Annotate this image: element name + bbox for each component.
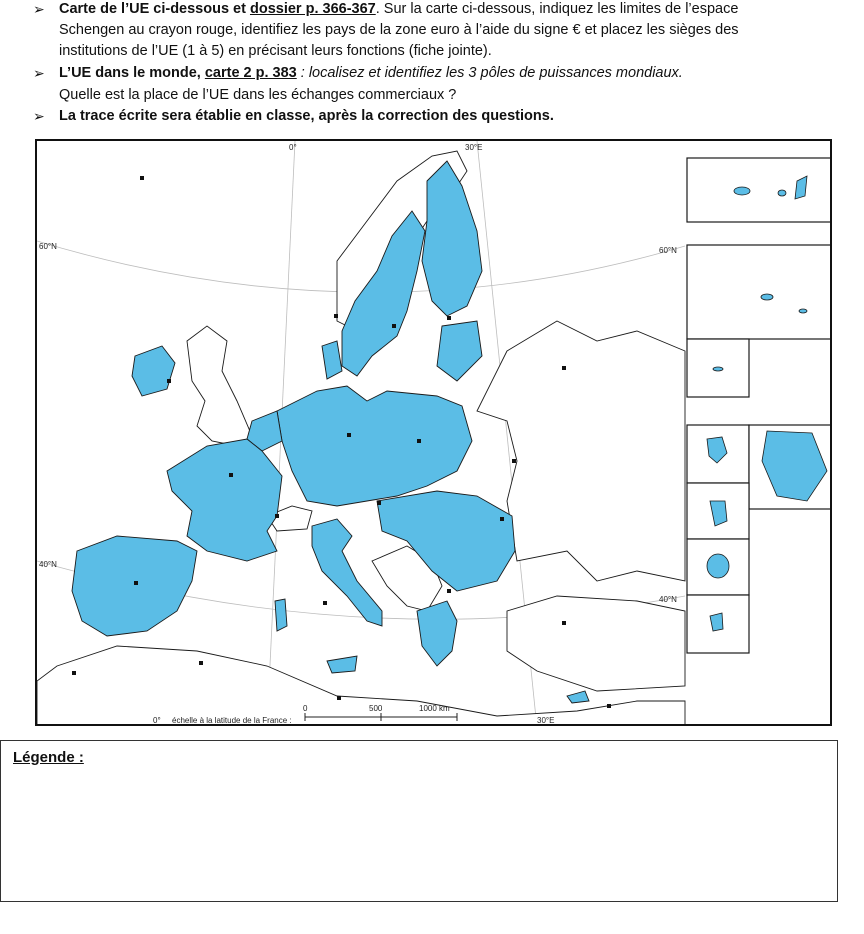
greece-shape — [417, 601, 457, 666]
instruction-2-text: : localisez et identifiez les 3 pôles de puissances mondiaux. — [296, 65, 683, 81]
label-60n-left: 60°N — [39, 242, 57, 251]
scale-zero: 0 — [303, 704, 308, 713]
finland-shape — [422, 161, 482, 316]
inset-box — [687, 158, 831, 222]
scale-500: 500 — [369, 704, 383, 713]
capital-marker — [417, 439, 421, 443]
capital-marker — [229, 473, 233, 477]
capital-marker — [167, 379, 171, 383]
capital-marker — [347, 433, 351, 437]
instruction-2-bold: L’UE dans le monde, — [59, 65, 205, 81]
capital-marker — [134, 581, 138, 585]
capital-marker — [140, 176, 144, 180]
label-0deg-bottom: 0° — [153, 716, 161, 725]
capital-marker — [447, 589, 451, 593]
canary-shape — [761, 294, 773, 300]
cyprus-shape — [567, 691, 589, 703]
capital-marker — [562, 366, 566, 370]
instruction-1-bold: Carte de l’UE ci-dessous et — [59, 1, 250, 17]
italy-shape — [312, 519, 382, 626]
instruction-1-text: . Sur la carte ci-dessous, indiquez les limites de l’espace — [375, 1, 739, 17]
scale-1000: 1000 km — [419, 704, 450, 713]
capital-marker — [377, 501, 381, 505]
arrow-bullet-icon: ➢ — [33, 108, 45, 124]
label-30e-bottom: 30°E — [537, 716, 555, 725]
capital-marker — [275, 514, 279, 518]
capital-marker — [447, 316, 451, 320]
madeira-shape — [713, 367, 723, 371]
instruction-2-line2: Quelle est la place de l’UE dans les échanges commerciaux ? — [59, 87, 457, 103]
arrow-bullet-icon: ➢ — [33, 65, 45, 81]
inset-box — [687, 245, 831, 339]
ireland-shape — [132, 346, 175, 396]
france-shape — [167, 439, 282, 561]
label-0deg-top: 0° — [289, 143, 297, 152]
instruction-1-line3: institutions de l’UE (1 à 5) en précisant leurs fonctions (fiche jointe). — [59, 43, 492, 59]
central-europe-shape — [277, 386, 472, 506]
denmark-shape — [322, 341, 342, 379]
capital-marker — [392, 324, 396, 328]
capital-marker — [334, 314, 338, 318]
insets — [687, 158, 831, 653]
instruction-1-line2: Schengen au crayon rouge, identifiez les pays de la zone euro à l’aide du signe € et placez les sièges des — [59, 22, 739, 38]
island-shape — [778, 190, 786, 196]
label-60n-right: 60°N — [659, 246, 677, 255]
legend-title: Légende : — [13, 749, 84, 766]
capital-marker — [337, 696, 341, 700]
capital-marker — [199, 661, 203, 665]
capital-marker — [323, 601, 327, 605]
legend-box[interactable] — [0, 740, 838, 902]
instruction-2 — [59, 64, 683, 82]
sicily-shape — [327, 656, 357, 673]
iberia-shape — [72, 536, 197, 636]
instruction-1-ref: dossier p. 366-367 — [249, 1, 376, 17]
sardinia-shape — [275, 599, 287, 631]
eu-map-svg — [37, 141, 832, 726]
island-shape — [799, 309, 807, 313]
capital-marker — [562, 621, 566, 625]
instruction-1 — [59, 0, 738, 18]
scale-caption: échelle à la latitude de la France : — [172, 716, 292, 725]
eu-map — [35, 139, 832, 726]
capital-marker — [72, 671, 76, 675]
capital-marker — [607, 704, 611, 708]
instruction-2-ref: carte 2 p. 383 — [204, 65, 297, 81]
inset-territories — [707, 176, 827, 631]
capital-marker — [500, 517, 504, 521]
label-40n-left: 40°N — [39, 560, 57, 569]
instruction-3: La trace écrite sera établie en classe, après la correction des questions. — [59, 108, 554, 124]
reunion-shape — [707, 554, 729, 578]
baltics-shape — [437, 321, 482, 381]
label-40n-right: 40°N — [659, 595, 677, 604]
label-30e-top: 30°E — [465, 143, 483, 152]
arrow-bullet-icon: ➢ — [33, 1, 45, 17]
capital-marker — [512, 459, 516, 463]
azores-shape — [734, 187, 750, 195]
